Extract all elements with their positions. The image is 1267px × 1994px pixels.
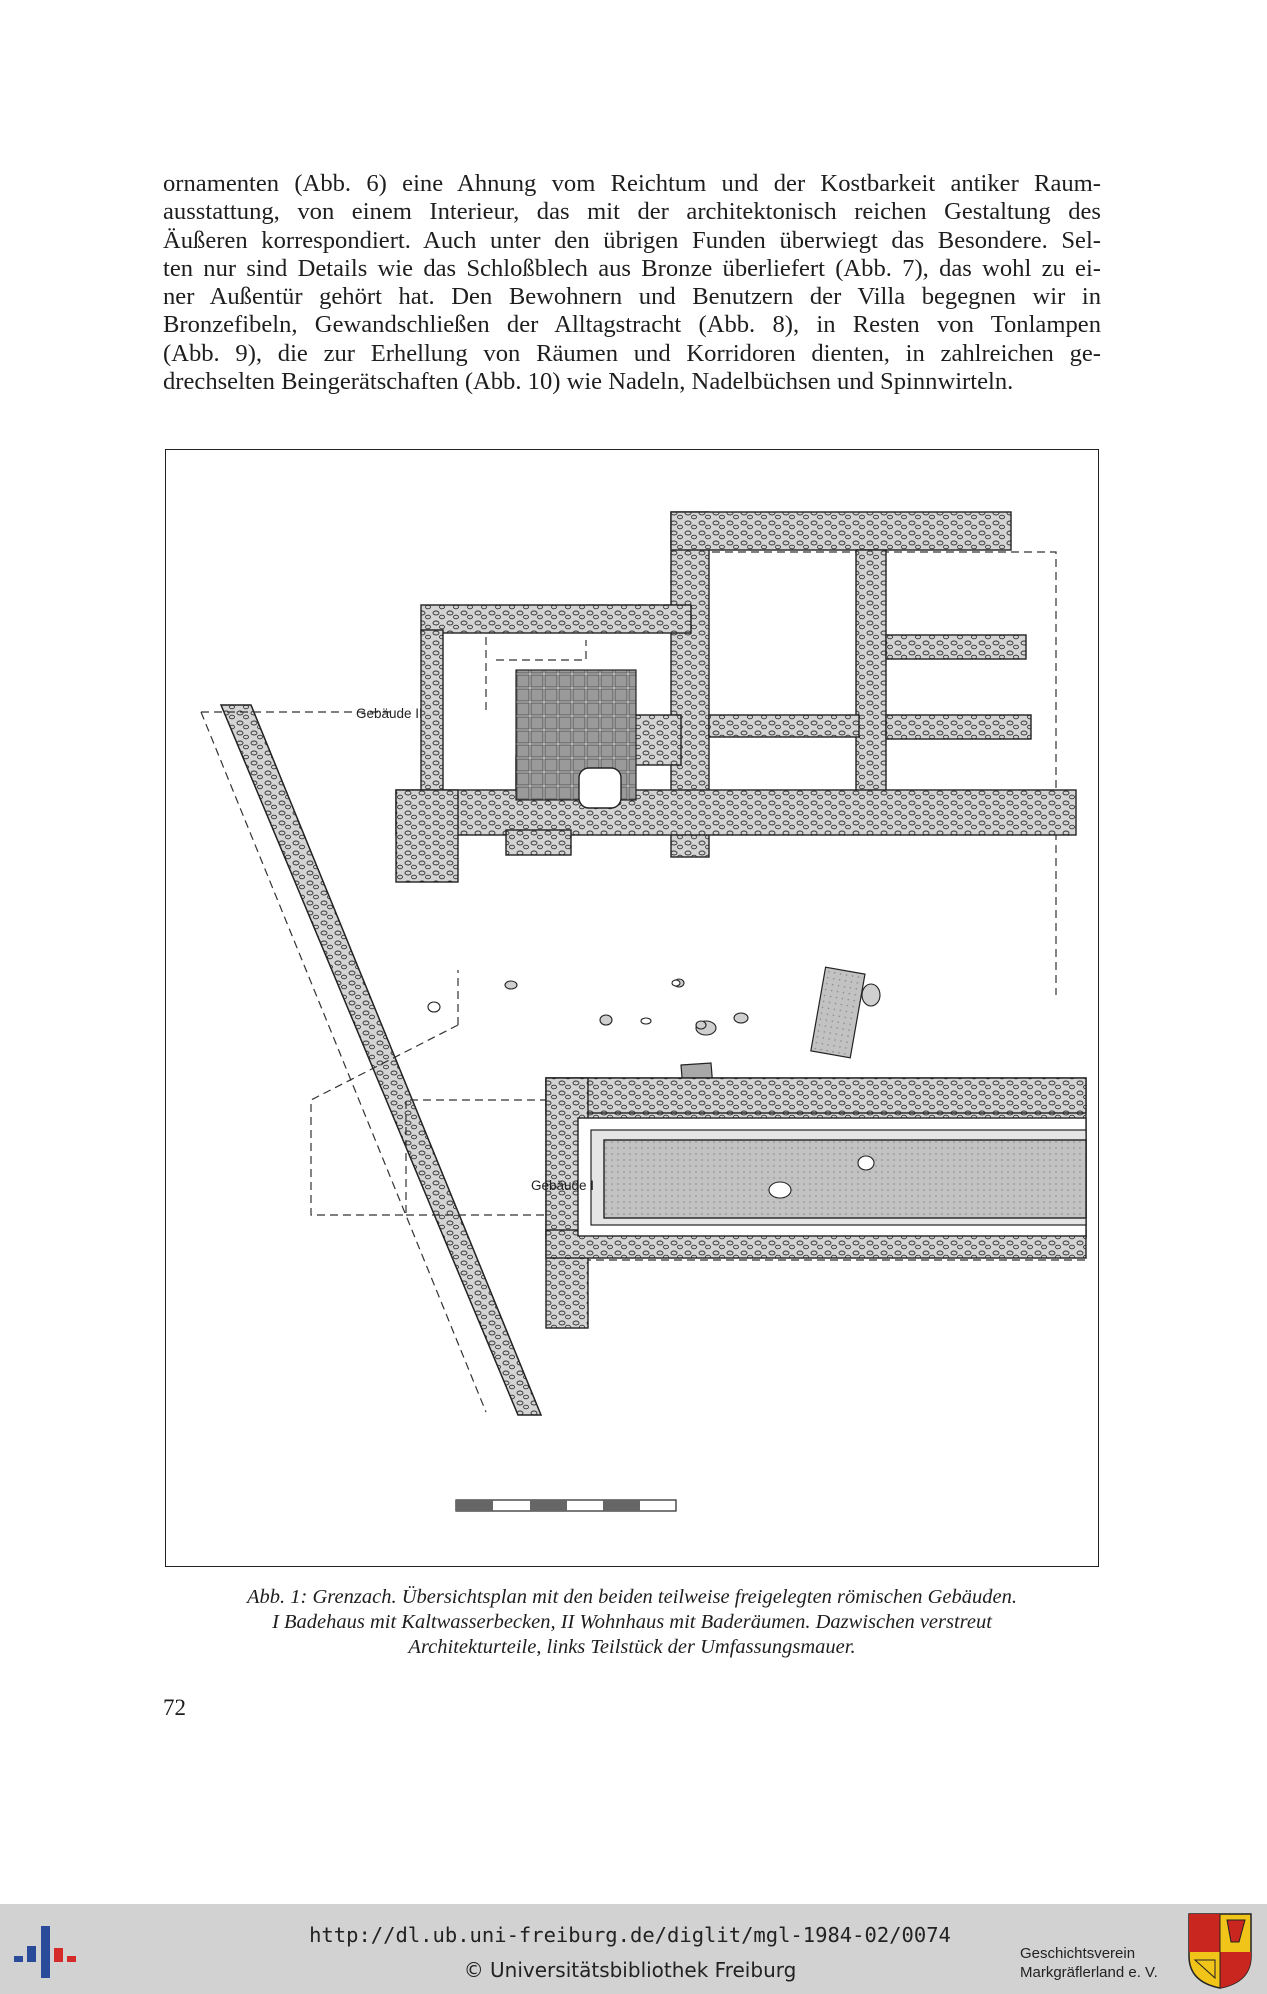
label-building-2: Gebäude II	[356, 706, 423, 721]
footer-bar	[0, 1904, 1267, 1994]
site-plan-figure	[165, 449, 1099, 1567]
footer-copyright: © Universitätsbibliothek Freiburg	[463, 1958, 797, 1982]
caption-line: I Badehaus mit Kaltwasserbecken, II Wohnhaus mit Baderäumen. Dazwischen verstreut	[272, 1611, 992, 1633]
building-2-plan	[396, 512, 1076, 995]
org-line: Markgräflerland e. V.	[1020, 1964, 1158, 1981]
footer-organization	[1020, 1944, 1180, 1982]
text-line: Bronzefibeln, Gewandschließen der Alltagstracht (Abb. 8), in Resten von Tonlampen	[163, 311, 1101, 339]
caption-line: Abb. 1: Grenzach. Übersichtsplan mit den beiden teilweise freigelegten römischen Gebäuden.	[247, 1586, 1017, 1608]
text-line: ornamenten (Abb. 6) eine Ahnung vom Reichtum und der Kostbarkeit antiker Raum-	[163, 170, 1101, 197]
text-line: ner Außentür gehört hat. Den Bewohnern und Benutzern der Villa begegnen wir in	[163, 283, 1101, 311]
text-line: (Abb. 9), die zur Erhellung von Räumen und Korridoren dienten, in zahlreichen ge-	[163, 339, 1101, 367]
page-number: 72	[163, 1695, 186, 1720]
body-paragraph	[163, 170, 1101, 396]
label-building-1: Gebäude I	[531, 1178, 595, 1193]
ub-freiburg-logo-icon	[14, 1918, 84, 1984]
footer-url-link[interactable]: http://dl.ub.uni-freiburg.de/diglit/mgl-1984-02/0074	[309, 1923, 951, 1947]
caption-line: Architekturteile, links Teilstück der Umfassungsmauer.	[408, 1636, 856, 1658]
coat-of-arms-icon	[1187, 1912, 1253, 1990]
text-line: drechselten Beingerätschaften (Abb. 10) wie Nadeln, Nadelbüchsen und Spinnwirteln.	[163, 368, 1014, 396]
text-line: ten nur sind Details wie das Schloßblech aus Bronze überliefert (Abb. 7), das wohl zu ei-	[163, 254, 1101, 282]
scale-bar	[456, 1500, 676, 1511]
figure-caption	[165, 1585, 1099, 1660]
org-line: Geschichtsverein	[1020, 1945, 1136, 1962]
text-line: Äußeren korrespondiert. Auch unter den übrigen Funden überwiegt das Besondere. Sel-	[163, 226, 1101, 254]
text-line: ausstattung, von einem Interieur, das mit der architektonisch reichen Gestaltung des	[163, 198, 1101, 226]
site-plan-drawing	[166, 450, 1100, 1568]
